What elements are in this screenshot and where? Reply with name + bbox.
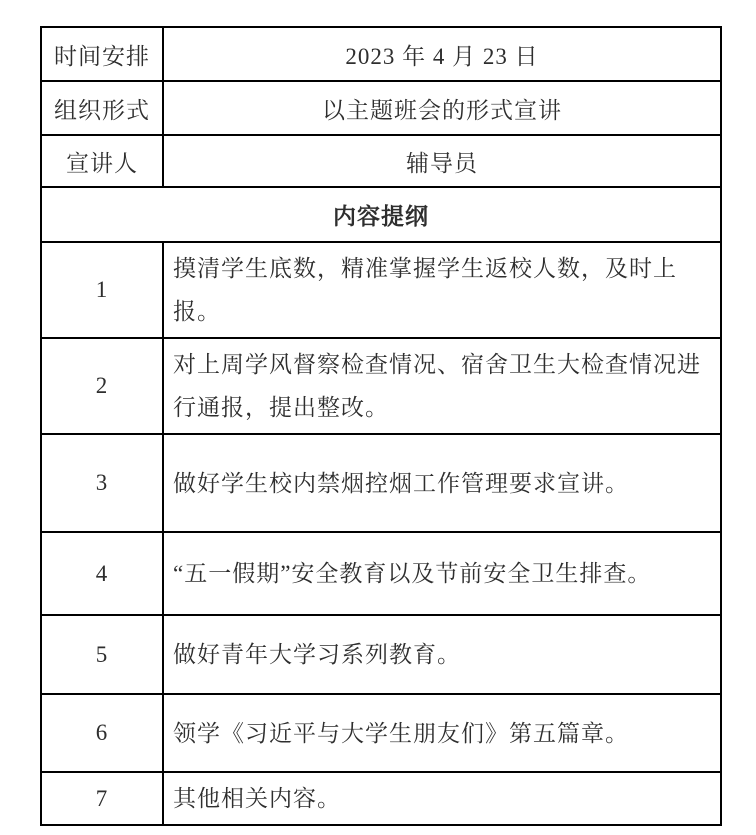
table-row-time — [41, 27, 721, 81]
table-row-item-7 — [41, 772, 721, 825]
item-text: 摸清学生底数，精准掌握学生返校人数，及时上报。 — [163, 242, 721, 338]
item-number: 7 — [41, 772, 163, 825]
section-header: 内容提纲 — [41, 187, 721, 242]
table-row-format — [41, 81, 721, 135]
speaker-label: 宣讲人 — [41, 135, 163, 187]
item-text: 做好青年大学习系列教育。 — [163, 615, 721, 694]
format-label: 组织形式 — [41, 81, 163, 135]
item-number: 4 — [41, 532, 163, 615]
item-text: 做好学生校内禁烟控烟工作管理要求宣讲。 — [163, 434, 721, 532]
item-number: 1 — [41, 242, 163, 338]
briefing-schedule-table — [40, 26, 722, 826]
item-text: 领学《习近平与大学生朋友们》第五篇章。 — [163, 694, 721, 772]
time-label: 时间安排 — [41, 27, 163, 81]
format-value: 以主题班会的形式宣讲 — [163, 81, 721, 135]
table-row-item-2 — [41, 338, 721, 434]
table-row-item-6 — [41, 694, 721, 772]
table-body — [41, 27, 721, 825]
table-row-item-3 — [41, 434, 721, 532]
item-number: 3 — [41, 434, 163, 532]
table-row-section-header — [41, 187, 721, 242]
item-number: 6 — [41, 694, 163, 772]
table-row-item-5 — [41, 615, 721, 694]
item-number: 5 — [41, 615, 163, 694]
table-row-speaker — [41, 135, 721, 187]
item-number: 2 — [41, 338, 163, 434]
item-text: 其他相关内容。 — [163, 772, 721, 825]
item-text: “五一假期”安全教育以及节前安全卫生排查。 — [163, 532, 721, 615]
table-row-item-4 — [41, 532, 721, 615]
table-row-item-1 — [41, 242, 721, 338]
item-text: 对上周学风督察检查情况、宿舍卫生大检查情况进行通报，提出整改。 — [163, 338, 721, 434]
speaker-value: 辅导员 — [163, 135, 721, 187]
time-value: 2023 年 4 月 23 日 — [163, 27, 721, 81]
